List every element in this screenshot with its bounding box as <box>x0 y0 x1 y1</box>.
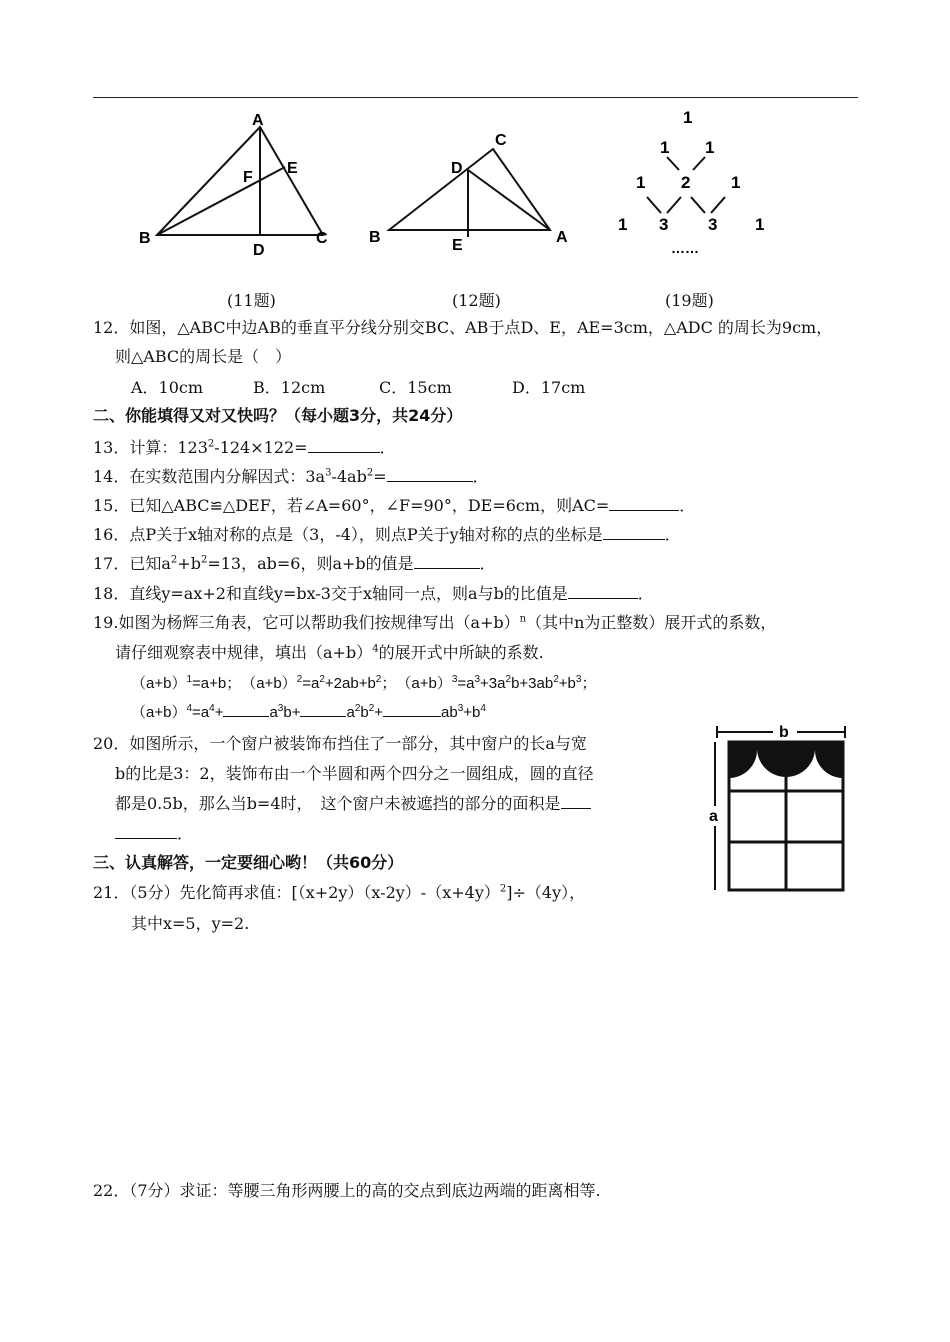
q18: 18．直线y=ax+2和直线y=bx-3交于x轴同一点，则a与b的比值是 ． <box>93 584 654 603</box>
fig19-row4-4: 1 <box>755 215 765 234</box>
fig12-label-b: B <box>369 229 381 246</box>
q20-answer-blank-b[interactable] <box>115 824 177 839</box>
q14: 14．在实数范围内分解因式：$3a^3-4ab^2=$ ． <box>93 467 489 486</box>
fig11-label-e: E <box>287 160 298 177</box>
fig19-row4-2: 3 <box>659 215 669 234</box>
fig19-row4-3: 3 <box>708 215 718 234</box>
figure-19-yang-hui-triangle <box>605 103 775 258</box>
q19-blank-3[interactable] <box>383 702 441 717</box>
figure-12-triangle <box>365 125 585 255</box>
figure-20-window <box>705 718 855 896</box>
fig20-label-b: b <box>779 724 789 741</box>
q14-answer-blank[interactable] <box>387 467 473 482</box>
fig12-label-e: E <box>452 237 463 254</box>
q20-line2: b的比是3：2，装饰布由一个半圆和两个四分之一圆组成，圆的直径 <box>115 764 594 783</box>
fig11-label-a: A <box>252 112 264 129</box>
q17-answer-blank[interactable] <box>414 554 480 569</box>
q19-blank-1[interactable] <box>223 702 269 717</box>
q13-answer-blank[interactable] <box>308 438 380 453</box>
figure-11-caption: (11题) <box>227 291 276 310</box>
q20-line1: 20．如图所示，一个窗户被装饰布挡住了一部分，其中窗户的长a与宽 <box>93 734 587 753</box>
q19-line1: 19.如图为杨辉三角表，它可以帮助我们按规律写出$(a+b)^n$（其中n为正整数）展开式的系数， <box>93 613 777 632</box>
fig19-dots: …… <box>671 240 699 256</box>
fig19-row4-1: 1 <box>618 215 628 234</box>
figure-12-caption: (12题) <box>452 291 501 310</box>
q17: 17．已知$a^2+b^2=13$，ab=6，则a+b的值是 ． <box>93 554 496 573</box>
fig11-label-d: D <box>253 242 265 259</box>
q13: 13．计算：$123^2-124\times 122=$ ． <box>93 438 396 457</box>
q16: 16．点P关于x轴对称的点是（3，-4），则点P关于y轴对称的点的坐标是 ． <box>93 525 681 544</box>
q21-line1: 21．（5分）先化简再求值：$[(x+2y)(x-2y)-(x+4y)^2]\div(4y)$， <box>93 883 586 902</box>
fig19-row3-3: 1 <box>731 173 741 192</box>
q12-option-b: B．12cm <box>253 378 326 397</box>
q19-expansion-4: $(a+b)^4=a^4+ a^3b+ a^2b^2+ ab^3+b^4$ <box>131 703 486 721</box>
q21-line2: 其中x=5，y=2. <box>131 914 250 933</box>
q19-blank-2[interactable] <box>300 702 346 717</box>
section-3-title: 三、认真解答，一定要细心哟！（共60分） <box>93 853 404 872</box>
fig19-row3-1: 1 <box>636 173 646 192</box>
q16-answer-blank[interactable] <box>603 525 665 540</box>
q19-expansions-1-3: $(a+b)^1=a+b$； $(a+b)^2=a^2+2ab+b^2$； $(a+b)^3=a^3+3a^2b+3ab^2+b^3$； <box>131 674 597 692</box>
q12-option-c: C．15cm <box>379 378 452 397</box>
fig11-label-f: F <box>243 169 253 186</box>
fig19-row1-1: 1 <box>683 108 693 127</box>
fig11-label-b: B <box>139 230 151 247</box>
fig12-label-a: A <box>556 229 568 246</box>
q18-answer-blank[interactable] <box>568 584 638 599</box>
fig19-row2-1: 1 <box>660 138 670 157</box>
q15-answer-blank[interactable] <box>609 496 679 511</box>
figure-19-caption: (19题) <box>665 291 714 310</box>
q22: 22．（7分）求证：等腰三角形两腰上的高的交点到底边两端的距离相等. <box>93 1181 601 1200</box>
header-rule <box>93 97 858 98</box>
q20-line3: 都是0.5b，那么当b=4时， 这个窗户未被遮挡的部分的面积是 <box>115 793 591 815</box>
fig19-row2-2: 1 <box>705 138 715 157</box>
q12-option-d: D．17cm <box>512 378 586 397</box>
section-2-title: 二、你能填得又对又快吗？（每小题3分，共24分） <box>93 406 463 425</box>
fig19-row3-2: 2 <box>681 173 691 192</box>
q12-line2: 则△ABC的周长是（ ） <box>115 347 292 366</box>
fig11-label-c: C <box>316 230 328 247</box>
q20-line4: ． <box>115 823 193 845</box>
figure-11-triangle <box>135 105 345 260</box>
q12-line1: 12．如图，△ABC中边AB的垂直平分线分别交BC、AB于点D、E，AE=3cm，△ADC 的周长为9cm， <box>93 318 833 337</box>
fig12-label-c: C <box>495 132 507 149</box>
q12-option-a: A．10cm <box>131 378 204 397</box>
fig20-label-a: a <box>709 808 718 825</box>
fig12-label-d: D <box>451 160 463 177</box>
q20-answer-blank-a[interactable] <box>561 794 591 809</box>
q19-line2: 请仔细观察表中规律，填出$(a+b)^4$的展开式中所缺的系数. <box>115 643 544 662</box>
q15: 15．已知△ABC≌△DEF，若∠A=60°，∠F=90°，DE=6cm，则AC= ． <box>93 496 696 515</box>
